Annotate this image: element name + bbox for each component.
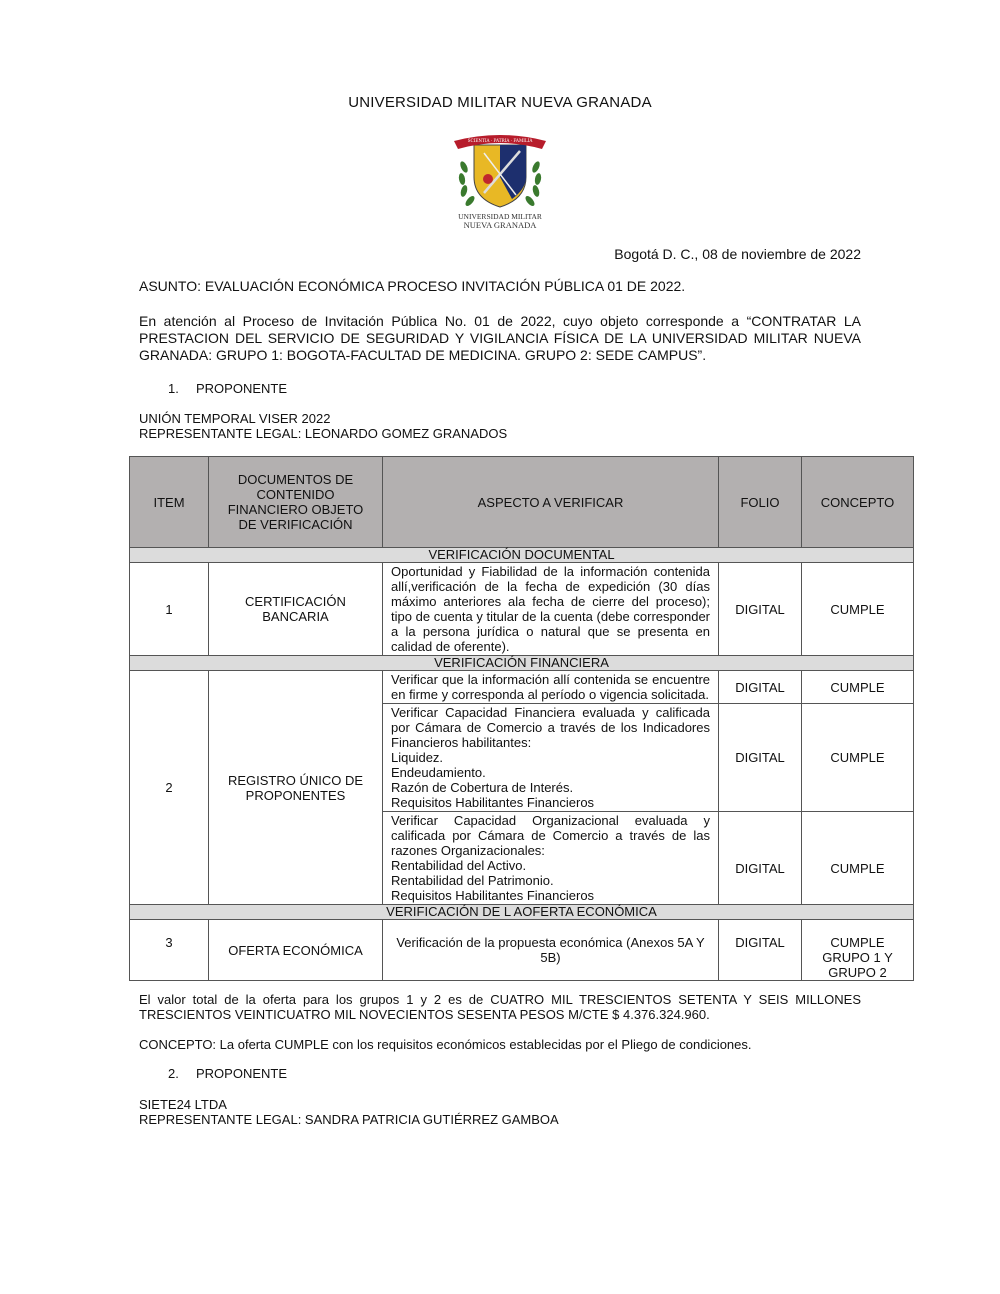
- header-item: ITEM: [130, 457, 209, 548]
- subject-line: ASUNTO: EVALUACIÓN ECONÓMICA PROCESO INVITACIÓN PÚBLICA 01 DE 2022.: [139, 278, 686, 294]
- proponente-1-heading: [168, 381, 287, 396]
- cell-aspect: [383, 704, 719, 812]
- cell-document: OFERTA ECONÓMICA: [209, 920, 383, 981]
- evaluation-table: [129, 456, 914, 981]
- cell-item: 3: [130, 920, 209, 981]
- header-concepto: CONCEPTO: [802, 457, 914, 548]
- intro-paragraph: En atención al Proceso de Invitación Pública No. 01 de 2022, cuyo objeto corresponde a “CONTRATAR LA PRESTACION DEL SERVICIO DE SEGURIDAD Y VIGILANCIA FÍSICA DE LA UNIVERSIDAD MILITAR NUEVA GRANADA: GRUPO 1: BOGOTA-FACULTAD DE MEDICINA. GRUPO 2: SEDE CAMPUS”.: [139, 313, 861, 363]
- section-documental: VERIFICACIÓN DOCUMENTAL: [130, 548, 914, 563]
- concepto-line: GRUPO 2: [828, 965, 887, 980]
- cell-document: REGISTRO ÚNICO DE PROPONENTES: [209, 671, 383, 905]
- table-row: [130, 563, 914, 656]
- cell-folio: DIGITAL: [719, 671, 802, 704]
- aspect-line: Rentabilidad del Activo.: [391, 858, 527, 873]
- header-folio: FOLIO: [719, 457, 802, 548]
- aspect-line: Razón de Cobertura de Interés.: [391, 780, 574, 795]
- cell-concepto: CUMPLE: [802, 812, 914, 905]
- table-header-row: [130, 457, 914, 548]
- cell-folio: DIGITAL: [719, 704, 802, 812]
- proponente-2-info: [139, 1097, 559, 1127]
- cell-document: CERTIFICACIÓN BANCARIA: [209, 563, 383, 656]
- aspect-line: Requisitos Habilitantes Financieros: [391, 795, 595, 810]
- cell-concepto: CUMPLE: [802, 671, 914, 704]
- date-line: Bogotá D. C., 08 de noviembre de 2022: [614, 246, 861, 262]
- aspect-line: Endeudamiento.: [391, 765, 486, 780]
- total-value-paragraph: El valor total de la oferta para los grupos 1 y 2 es de CUATRO MIL TRESCIENTOS SETENTA Y SEIS MILLONES TRESCIENTOS VEINTICUATRO MIL NOVECIENTOS SESENTA PESOS M/CTE $ 4.376.324.960.: [139, 992, 861, 1022]
- aspect-line: Requisitos Habilitantes Financieros: [391, 888, 595, 903]
- section-row: [130, 548, 914, 563]
- cell-folio: DIGITAL: [719, 920, 802, 981]
- proponente-label: PROPONENTE: [196, 381, 288, 396]
- cell-aspect: Oportunidad y Fiabilidad de la información contenida allí,verificación de la fecha de expedición (30 días máximo anteriores ala fecha de cierre del proceso); tipo de cuenta y titular de la cuenta (debe corresponder a la persona jurídica o natural que se presenta en calidad de oferente).: [383, 563, 719, 656]
- proponente-label: PROPONENTE: [196, 1066, 288, 1081]
- table-row: [130, 671, 914, 704]
- aspect-text: Verificar Capacidad Organizacional evaluada y calificada por Cámara de Comercio a través de las razones Organizacionales:: [391, 813, 710, 858]
- cell-aspect: [383, 812, 719, 905]
- cell-concepto: CUMPLE: [802, 704, 914, 812]
- cell-concepto: CUMPLE: [802, 563, 914, 656]
- section-oferta: VERIFICACIÓN DE L AOFERTA ECONÓMICA: [130, 905, 914, 920]
- shield-icon: [474, 145, 526, 207]
- concepto-line: CUMPLE: [830, 935, 885, 950]
- logo-motto: SCIENTIA · PATRIA · FAMILIA: [467, 138, 533, 143]
- bidder-name: SIETE24 LTDA: [139, 1097, 227, 1112]
- proponente-2-heading: [168, 1066, 287, 1081]
- cell-folio: DIGITAL: [719, 563, 802, 656]
- university-title: UNIVERSIDAD MILITAR NUEVA GRANADA: [348, 94, 652, 111]
- aspect-line: Rentabilidad del Patrimonio.: [391, 873, 554, 888]
- cell-aspect: Verificación de la propuesta económica (Anexos 5A Y 5B): [383, 920, 719, 981]
- proponente-1-info: [139, 411, 507, 441]
- logo-text-line1: UNIVERSIDAD MILITAR: [458, 212, 542, 221]
- cell-aspect: Verificar que la información allí contenida se encuentre en firme y corresponda al período o vigencia solicitada.: [383, 671, 719, 704]
- header-aspect: ASPECTO A VERIFICAR: [383, 457, 719, 548]
- cell-folio: DIGITAL: [719, 812, 802, 905]
- legal-representative: REPRESENTANTE LEGAL: LEONARDO GOMEZ GRANADOS: [139, 426, 508, 441]
- aspect-line: Liquidez.: [391, 750, 444, 765]
- list-number: 1.: [168, 381, 179, 396]
- cell-item: 1: [130, 563, 209, 656]
- section-row: [130, 656, 914, 671]
- concepto-line: GRUPO 1 Y: [822, 950, 893, 965]
- legal-representative: REPRESENTANTE LEGAL: SANDRA PATRICIA GUTIÉRREZ GAMBOA: [139, 1112, 559, 1127]
- list-number: 2.: [168, 1066, 179, 1081]
- cell-item: 2: [130, 671, 209, 905]
- logo-text-line2: NUEVA GRANADA: [463, 220, 537, 230]
- header-documents: DOCUMENTOS DE CONTENIDO FINANCIERO OBJETO DE VERIFICACIÓN: [209, 457, 383, 548]
- university-logo: [450, 127, 550, 231]
- bidder-name: UNIÓN TEMPORAL VISER 2022: [139, 411, 331, 426]
- section-row: [130, 905, 914, 920]
- cell-concepto: [802, 920, 914, 981]
- concepto-paragraph: CONCEPTO: La oferta CUMPLE con los requisitos económicos establecidas por el Pliego de condiciones.: [139, 1037, 752, 1052]
- aspect-text: Verificar Capacidad Financiera evaluada y calificada por Cámara de Comercio a través de los Indicadores Financieros habilitantes:: [391, 705, 710, 750]
- table-row: [130, 920, 914, 981]
- section-financiera: VERIFICACIÓN FINANCIERA: [130, 656, 914, 671]
